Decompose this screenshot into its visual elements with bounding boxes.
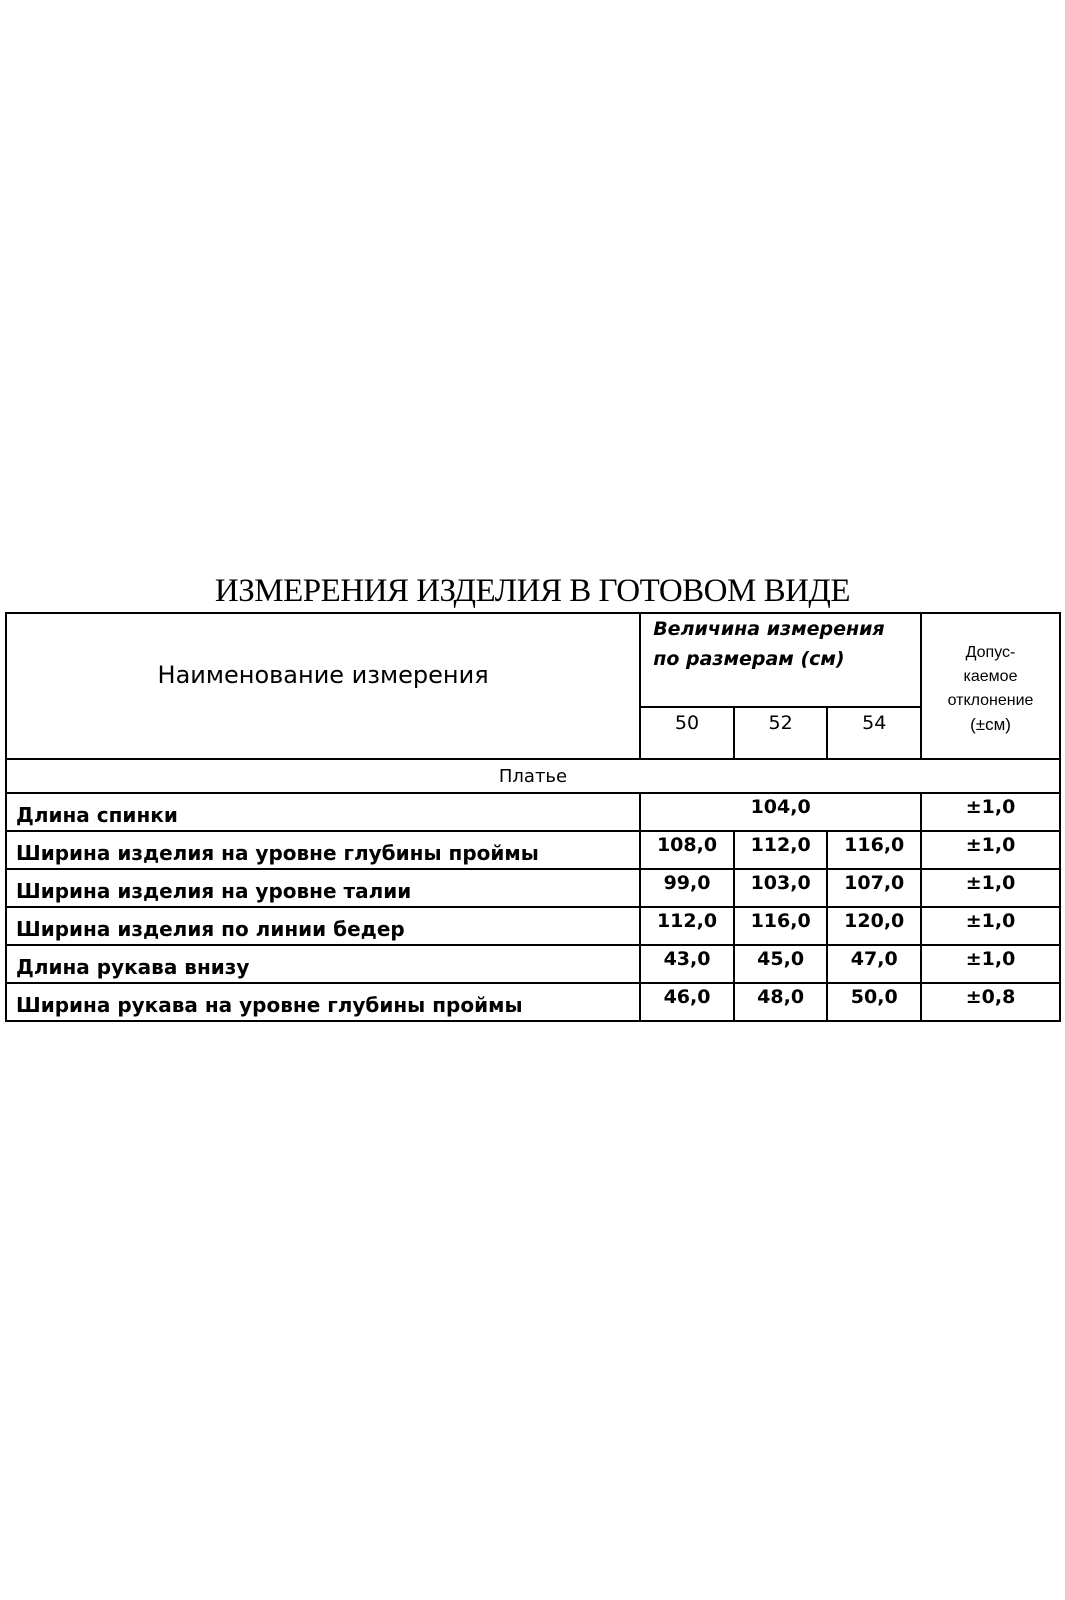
row-tolerance: ±1,0 — [921, 831, 1060, 869]
row-value: 50,0 — [827, 983, 921, 1021]
row-value: 103,0 — [734, 869, 828, 907]
row-tolerance: ±1,0 — [921, 793, 1060, 831]
row-value: 99,0 — [640, 869, 734, 907]
row-value: 45,0 — [734, 945, 828, 983]
section-label: Платье — [6, 759, 1060, 793]
measurements-table — [5, 612, 1061, 1022]
row-merged-value: 104,0 — [640, 793, 921, 831]
row-value: 120,0 — [827, 907, 921, 945]
row-value: 47,0 — [827, 945, 921, 983]
row-value: 112,0 — [640, 907, 734, 945]
header-size: 54 — [827, 707, 921, 759]
table-row — [6, 869, 1060, 907]
header-row — [6, 613, 1060, 707]
row-name: Длина спинки — [6, 793, 640, 831]
document-title: ИЗМЕРЕНИЯ ИЗДЕЛИЯ В ГОТОВОМ ВИДЕ — [214, 573, 851, 609]
table-row — [6, 945, 1060, 983]
row-value: 116,0 — [827, 831, 921, 869]
header-tolerance-line: каемое — [963, 668, 1018, 685]
row-name: Длина рукава внизу — [6, 945, 640, 983]
section-row — [6, 759, 1060, 793]
row-value: 108,0 — [640, 831, 734, 869]
row-tolerance: ±1,0 — [921, 869, 1060, 907]
row-value: 116,0 — [734, 907, 828, 945]
row-name: Ширина изделия на уровне глубины проймы — [6, 831, 640, 869]
header-tolerance-line: Допус- — [965, 644, 1016, 661]
header-tolerance-line: отклонение — [947, 692, 1034, 709]
row-value: 107,0 — [827, 869, 921, 907]
table-row — [6, 831, 1060, 869]
row-tolerance: ±0,8 — [921, 983, 1060, 1021]
row-name: Ширина рукава на уровне глубины проймы — [6, 983, 640, 1021]
row-name: Ширина изделия на уровне талии — [6, 869, 640, 907]
header-measurement-name: Наименование измерения — [6, 613, 640, 759]
row-tolerance: ±1,0 — [921, 907, 1060, 945]
row-value: 48,0 — [734, 983, 828, 1021]
table-row — [6, 793, 1060, 831]
row-value: 43,0 — [640, 945, 734, 983]
header-tolerance — [921, 613, 1060, 759]
table-row — [6, 907, 1060, 945]
row-name: Ширина изделия по линии бедер — [6, 907, 640, 945]
row-value: 112,0 — [734, 831, 828, 869]
header-size-group: Величина измерения по размерам (см) — [640, 613, 921, 707]
header-size: 52 — [734, 707, 828, 759]
table-row — [6, 983, 1060, 1021]
row-tolerance: ±1,0 — [921, 945, 1060, 983]
header-size: 50 — [640, 707, 734, 759]
header-tolerance-line: (±см) — [970, 715, 1011, 734]
row-value: 46,0 — [640, 983, 734, 1021]
